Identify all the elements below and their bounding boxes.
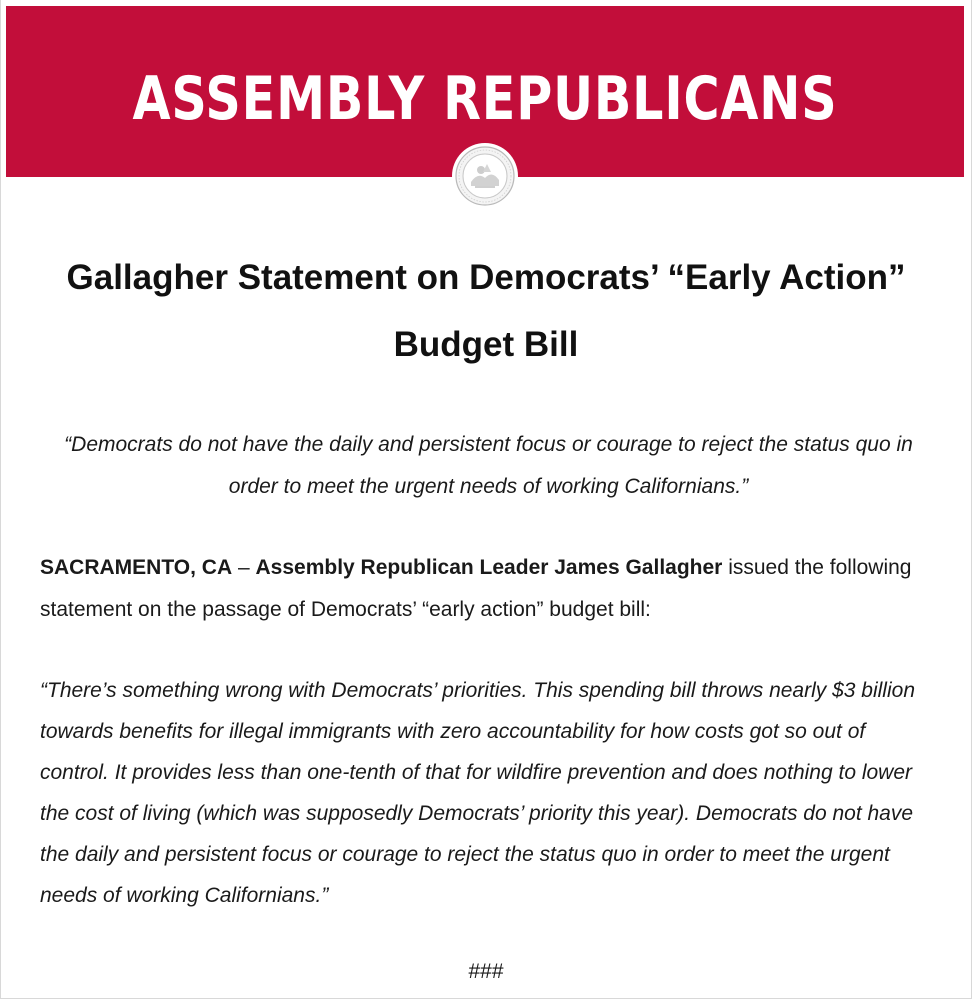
lead-text: issued the following statement on the passage of Democrats’ “early action” budget bill:	[40, 556, 912, 621]
pull-quote: “Democrats do not have the daily and persistent focus or courage to reject the status quo in order to meet the urgent needs of working Californians.”	[64, 433, 913, 498]
end-mark: ###	[468, 960, 504, 983]
lead-paragraph	[40, 547, 932, 631]
speaker-name: Assembly Republican Leader James Gallagher	[255, 556, 723, 579]
statement-quote: “There’s something wrong with Democrats’ priorities. This spending bill throws nearly $3 billion towards benefits for illegal immigrants with zero accountability for how costs got so out of control. It provides less than one-tenth of that for wildfire prevention and does nothing to lower the cost of living (which was supposedly Democrats’ priority this year). Democrats do not have the daily and persistent focus or courage to reject the status quo in order to meet the urgent needs of working Californians.”	[40, 679, 915, 907]
california-state-seal-icon	[451, 142, 519, 210]
dateline: SACRAMENTO, CA	[40, 556, 233, 579]
dateline-separator: –	[232, 556, 256, 579]
page-title: Gallagher Statement on Democrats’ “Early Action” Budget Bill	[66, 258, 906, 364]
banner-title: ASSEMBLY REPUBLICANS	[132, 64, 838, 134]
